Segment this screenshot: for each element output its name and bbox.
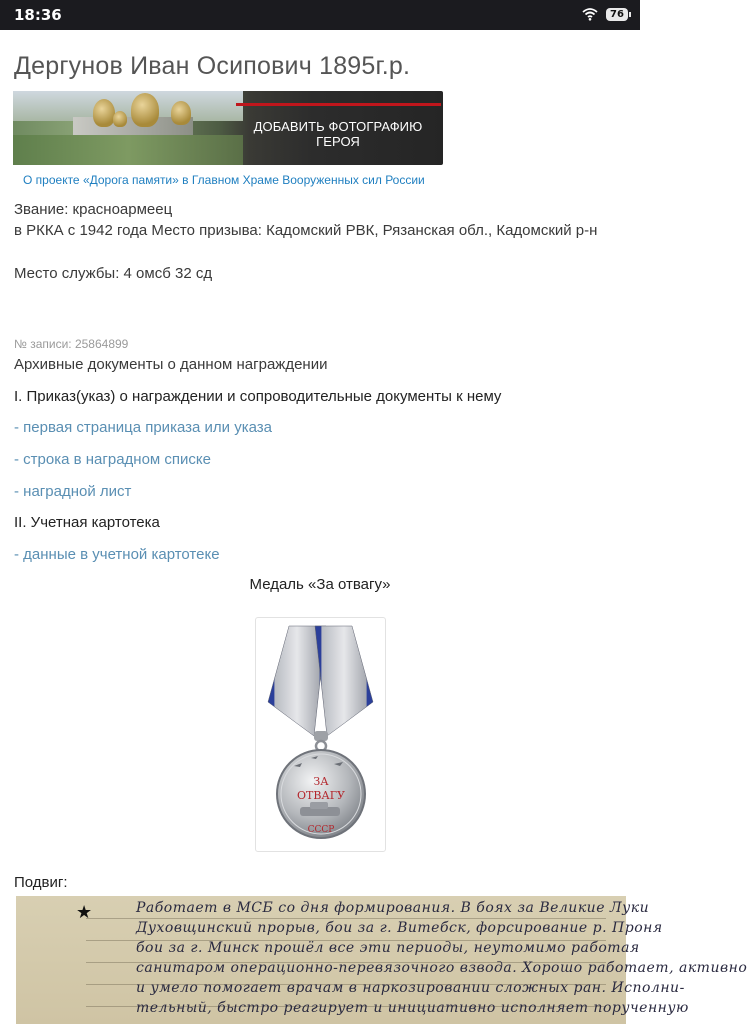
medal-text-bottom: ОТВАГУ [296,789,346,802]
handwriting-line: Духовщинский прорыв, бои за г. Витебск, форсирование р. Проня [136,920,663,936]
medal-name: Медаль «За отвагу» [249,576,391,593]
feat-label: Подвиг: [14,874,68,891]
wifi-icon [582,7,598,26]
link-award-list-line[interactable]: - строка в наградном списке [14,451,211,468]
banner-dome [113,111,127,127]
rank-text: Звание: красноармеец [14,201,173,218]
banner-dome [93,99,115,127]
add-photo-banner[interactable] [13,91,443,165]
link-award-sheet[interactable]: - наградной лист [14,483,132,500]
ruled-line [86,918,606,919]
battery-icon: 76 [606,8,628,21]
conscription-text: в РККА с 1942 года Место призыва: Кадомский РВК, Рязанская обл., Кадомский р-н [14,222,598,239]
page-title: Дергунов Иван Осипович 1895г.р. [14,52,411,80]
medal-image[interactable] [255,617,386,852]
link-order-first-page[interactable]: - первая страница приказа или указа [14,419,272,436]
add-hero-photo-button[interactable]: ДОБАВИТЬ ФОТОГРАФИЮ ГЕРОЯ [253,119,423,149]
handwriting-line: Работает в МСБ со дня формирования. В боях за Великие Луки [136,900,650,916]
status-bar [0,0,640,30]
banner-dome [171,101,191,125]
link-card-index-data[interactable]: - данные в учетной картотеке [14,546,220,563]
status-time: 18:36 [14,6,62,24]
medal-text-top: ЗА [313,775,329,788]
service-place-text: Место службы: 4 омсб 32 сд [14,265,213,282]
handwriting-line: тельный, быстро реагирует и инициативно исполняет порученную [136,1000,689,1016]
banner-park [13,135,243,165]
banner-dome [131,93,159,127]
project-info-link[interactable]: О проекте «Дорога памяти» в Главном Храме Вооруженных сил России [23,173,425,187]
banner-accent-line [236,103,441,106]
award-document-image[interactable] [16,896,747,1024]
handwriting-line: и умело помогает врачам в наркозировании сложных ран. Исполни- [136,980,685,996]
section-award-order: I. Приказ(указ) о награждении и сопроводительные документы к нему [14,388,502,405]
section-card-index: II. Учетная картотека [14,514,160,531]
star-icon: ★ [76,902,93,922]
handwriting-line: санитаром операционно-перевязочного взвода. Хорошо работает, активно [136,960,747,976]
handwriting-line: бои за г. Минск прошёл все эти периоды, неутомимо работая [136,940,640,956]
record-number: № записи: 25864899 [14,337,129,351]
medal-text-ussr: СССР [307,825,335,835]
archive-heading: Архивные документы о данном награждении [14,356,328,373]
